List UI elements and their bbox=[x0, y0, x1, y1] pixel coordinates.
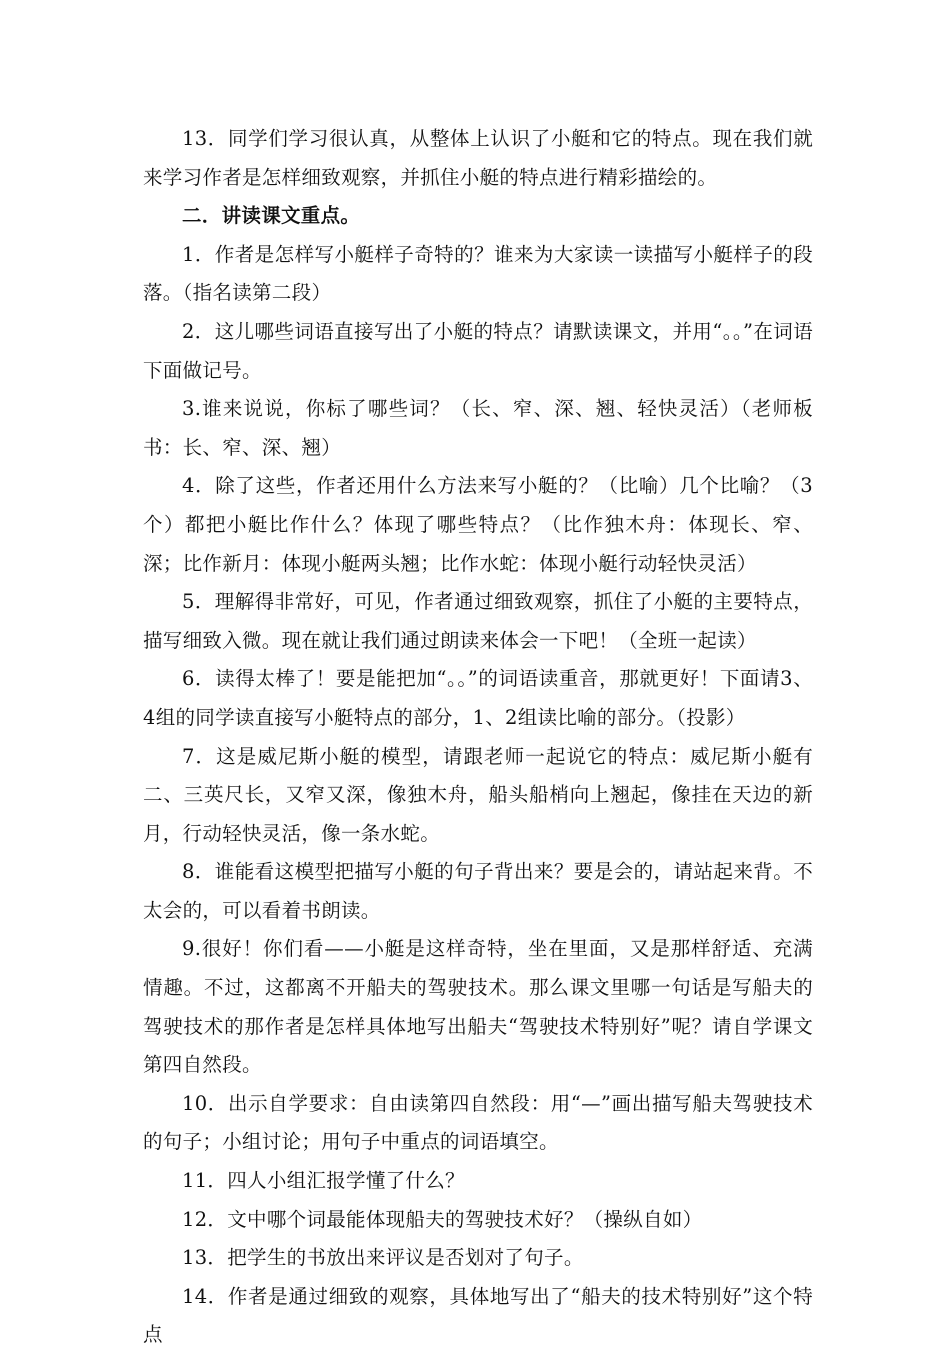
paragraph-4: 3.谁来说说，你标了哪些词？（长、窄、深、翘、轻快灵活）（老师板书：长、窄、深、翘） bbox=[143, 397, 813, 459]
paragraph-2: 1．作者是怎样写小艇样子奇特的？谁来为大家读一读描写小艇样子的段落。（指名读第二段） bbox=[143, 242, 813, 305]
paragraph-9: 8．谁能看这模型把描写小艇的句子背出来？要是会的，请站起来背。不太会的，可以看着书朗读。 bbox=[143, 860, 813, 922]
paragraph-3: 2．这儿哪些词语直接写出了小艇的特点？请默读课文，并用“。。”在词语下面做记号。 bbox=[143, 319, 813, 382]
document-page bbox=[143, 120, 813, 1355]
section-heading: 二．讲读课文重点。 bbox=[182, 204, 361, 228]
paragraph-11: 10．出示自学要求：自由读第四自然段：用“—”画出描写船夫驾驶技术的句子；小组讨论；用句子中重点的词语填空。 bbox=[143, 1091, 813, 1154]
paragraph-13: 12．文中哪个词最能体现船夫的驾驶技术好？（操纵自如） bbox=[182, 1207, 703, 1231]
paragraph-8: 7．这是威尼斯小艇的模型，请跟老师一起说它的特点：威尼斯小艇有二、三英尺长，又窄又深，像独木舟，船头船梢向上翘起，像挂在天边的新月，行动轻快灵活，像一条水蛇。 bbox=[143, 744, 813, 845]
paragraph-1: 13．同学们学习很认真，从整体上认识了小艇和它的特点。现在我们就来学习作者是怎样细致观察，并抓住小艇的特点进行精彩描绘的。 bbox=[143, 127, 813, 189]
paragraph-7: 6．读得太棒了！要是能把加“。。”的词语读重音，那就更好！下面请3、4组的同学读直接写小艇特点的部分，1、2组读比喻的部分。（投影） bbox=[143, 667, 813, 729]
paragraph-15: 14．作者是通过细致的观察，具体地写出了“船夫的技术特别好”这个特点 bbox=[143, 1284, 813, 1347]
paragraph-14: 13．把学生的书放出来评议是否划对了句子。 bbox=[182, 1246, 584, 1270]
paragraph-6: 5．理解得非常好，可见，作者通过细致观察，抓住了小艇的主要特点，描写细致入微。现在就让我们通过朗读来体会一下吧！（全班一起读） bbox=[143, 590, 813, 652]
paragraph-5: 4．除了这些，作者还用什么方法来写小艇的？（比喻）几个比喻？（3个）都把小艇比作什么？体现了哪些特点？（比作独木舟：体现长、窄、深；比作新月：体现小艇两头翘；比作水蛇：体现小艇行动轻快灵活） bbox=[143, 474, 813, 575]
paragraph-12: 11．四人小组汇报学懂了什么？ bbox=[182, 1169, 465, 1193]
paragraph-10: 9.很好！你们看——小艇是这样奇特，坐在里面，又是那样舒适、充满情趣。不过，这都离不开船夫的驾驶技术。那么课文里哪一句话是写船夫的驾驶技术的那作者是怎样具体地写出船夫“驾驶技术特别好”呢？请自学课文第四自然段。 bbox=[143, 937, 813, 1077]
